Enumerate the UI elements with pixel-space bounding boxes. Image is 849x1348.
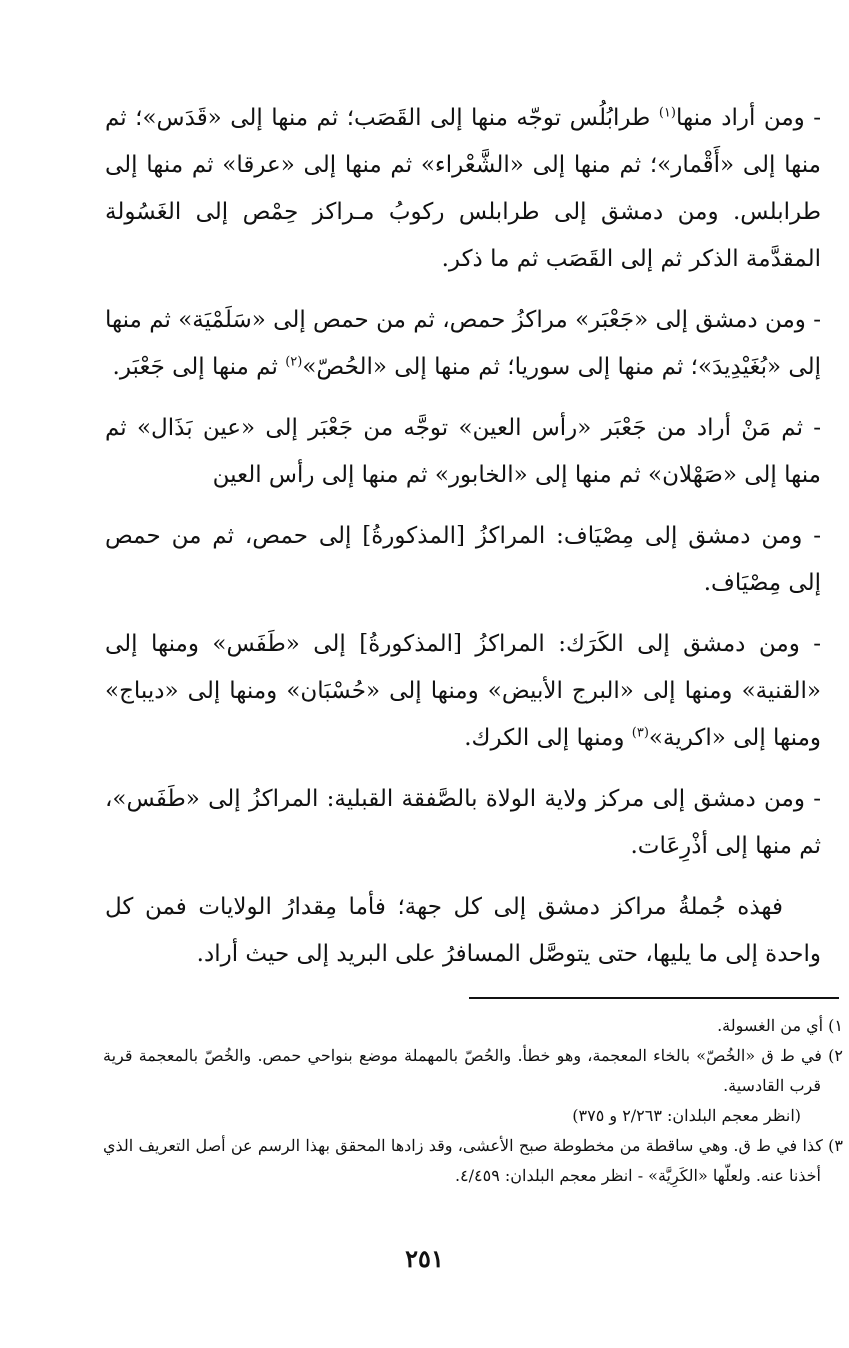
paragraph-text: - ومن دمشق إلى الكَرَك: المراكزُ [المذكورةُ] إلى «طَفَس» ومنها إلى «القنية» ومنها إلى «البرج الأبيض» ومنها إلى «حُسْبَان» ومنها إلى «ديباج» ومنها إلى «اكرية» <box>105 631 822 751</box>
footnote-2: ٢) في ط ق «الخُصّ» بالخاء المعجمة، وهو خطأ. والحُصّ بالمهملة موضع بنواحي حمص. والخُصّ بالمعجمة قرية قرب القادسية. <box>103 1046 843 1095</box>
paragraph-text: - ومن أراد منها <box>675 105 822 131</box>
footnote-1: ١) أي من الغسولة. <box>717 1016 843 1035</box>
footnote-3: ٣) كذا في ط ق. وهي ساقطة من مخطوطة صبح الأعشى، وقد زادها المحقق بهذا الرسم عن أصل التعريف الذي أخذنا عنه. ولعلّها «الكَرِيَّة» - انظر معجم البلدان: ٤/٤٥٩. <box>103 1136 843 1185</box>
paragraph-karak-route <box>105 621 821 762</box>
paragraph-masyaf-route <box>105 513 821 607</box>
footnote-2-reference: (انظر معجم البلدان: ٢/٢٦٣ و ٣٧٥) <box>572 1106 801 1125</box>
paragraph-southern-route <box>105 776 821 870</box>
paragraph-summary <box>105 884 821 978</box>
footnote-marker: (٢) <box>285 354 303 370</box>
page-number: ٢٥١ <box>405 1244 444 1273</box>
footnote-marker: (٣) <box>631 725 649 741</box>
footnote-marker: (١) <box>658 105 676 121</box>
paragraph-text-continued: طرابُلُس توجّه منها إلى القَصَب؛ ثم منها إلى «قَدَس»؛ ثم منها إلى «أَقْمار»؛ ثم منها إلى «الشَّعْراء» ثم منها إلى «عرقا» ثم منها إلى طرابلس. ومن دمشق إلى طرابلس ركوبُ مـراكز حِمْص إلى الغَسُولة المقدَّمة الذكر ثم إلى القَصَب ثم ما ذكر. <box>105 105 821 272</box>
paragraph-text: - ومن دمشق إلى مِصْيَاف: المراكزُ [المذكورةُ] إلى حمص، ثم من حمص إلى مِصْيَاف. <box>105 523 821 596</box>
footnote-separator <box>469 997 839 999</box>
paragraph-text: فهذه جُملةُ مراكز دمشق إلى كل جهة؛ فأما مِقدارُ الولايات فمن كل واحدة إلى ما يليها، حتى يتوصَّل المسافرُ على البريد إلى حيث أراد. <box>105 894 821 967</box>
paragraph-text: - ثم مَنْ أراد من جَعْبَر «رأس العين» توجَّه من جَعْبَر إلى «عين بَذَال» ثم منها إلى «صَهْلان» ثم منها إلى «الخابور» ثم منها إلى رأس العين <box>105 415 821 488</box>
paragraph-ras-al-ain-route <box>105 405 821 499</box>
paragraph-jabar-route <box>105 297 821 391</box>
paragraph-tripoli-route <box>105 95 821 283</box>
paragraph-text: - ومن دمشق إلى «جَعْبَر» مراكزُ حمص، ثم من حمص إلى «سَلَمْيَة» ثم منها إلى «بُغَيْدِيدَ»؛ ثم منها إلى سوريا؛ ثم منها إلى «الحُصّ» <box>105 307 821 380</box>
paragraph-text-continued: ومنها إلى الكرك. <box>464 725 632 751</box>
main-text <box>105 95 821 978</box>
paragraph-text-continued: ثم منها إلى جَعْبَر. <box>112 354 286 380</box>
footnotes <box>103 1011 843 1191</box>
paragraph-text: - ومن دمشق إلى مركز ولاية الولاة بالصَّفقة القبلية: المراكزُ إلى «طَفَس»، ثم منها إلى أذْرِعَات. <box>105 786 821 859</box>
